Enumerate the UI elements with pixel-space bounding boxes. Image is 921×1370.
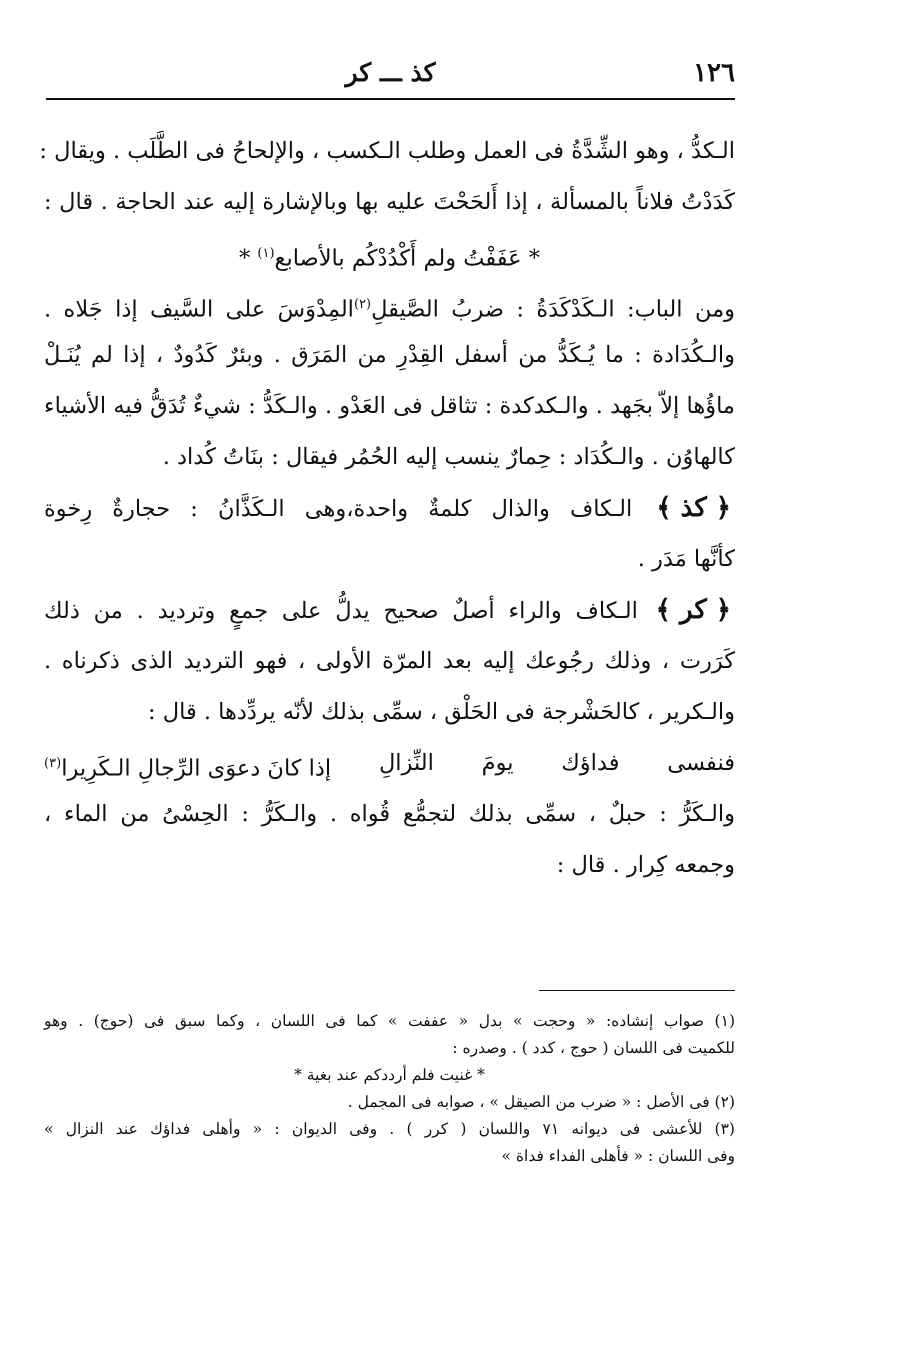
footnote-rule	[539, 990, 735, 991]
footnote-line: وفى اللسان : « فأهلى الفداء فداة »	[501, 1147, 735, 1165]
text-line: والـكَرُّ : حبلٌ ، سمِّى بذلك لتجمُّع قُواه . والـكَرُّ : الحِسْىُ من الماء ،	[44, 801, 735, 827]
verse-word: فنفسى	[667, 750, 735, 776]
footnote-line: (٣) للأعشى فى ديوانه ٧١ واللسان ( كرر ) . وفى الديوان : « وأهلى فداؤك عند النزال »	[44, 1120, 735, 1138]
verse-word: يومَ	[481, 750, 514, 776]
text-line: كأنَّها مَدَر .	[637, 546, 735, 572]
entry-line	[44, 483, 735, 534]
page-number: ١٢٦	[693, 58, 735, 88]
line-part: ومن الباب: الـكَدْكَدَةُ : ضربُ الصَّيقلِ	[371, 296, 735, 323]
footnote-mark: (١)	[257, 246, 275, 261]
entry-heading-kar: ﴿ كر ﴾	[655, 595, 731, 625]
footnote-line: للكميت فى اللسان ( حوج ، كدد ) . وصدره :	[452, 1039, 735, 1057]
text-line: ماؤُها إلاّ بجَهد . والـكدكدة : تثاقل فى العَدْو . والـكَدُّ : شيءٌ تُدَقُّ فيه الأشياء	[44, 393, 735, 419]
text-line: كَرَرت ، وذلك رجُوعك إليه بعد المرّة الأولى ، فهو الترديد الذى ذكرناه .	[44, 648, 735, 674]
text-line: كالهاوُن . والـكُدَاد : حِمارٌ ينسب إليه الحُمُر فيقال : بنَاتُ كُداد .	[162, 444, 735, 470]
footnote-mark: (٣)	[44, 756, 62, 771]
header-rule	[46, 98, 735, 100]
text-line: والـكرير ، كالحَشْرجة فى الحَلْق ، سمِّى بذلك لأنّه يردِّدها . قال :	[148, 699, 735, 725]
footnote-line: (١) صواب إنشاده: « وحجت » بدل « عففت » كما فى اللسان ، وكما سبق فى (حوج) . وهو	[44, 1012, 735, 1030]
verse-word: النِّزالِ	[378, 750, 434, 776]
footnote-line: (٢) فى الأصل : « ضرب من الصيقل » ، صوابه فى المجمل .	[347, 1093, 735, 1111]
main-text	[39, 126, 735, 891]
verse-line: * عَفَفْتُ ولم أَكْدُدْكُم بالأصابع$^{(١)}$ *	[238, 245, 540, 272]
text-line: والـكُدَادة : ما يُـكَدُّ من أسفل القِدْرِ من المَرَق . وبئرٌ كَدُودٌ ، إذا لم يُنَـلْ	[44, 342, 735, 368]
verse-word: فداؤك	[561, 750, 620, 776]
entry-heading-kadh: ﴿ كذ ﴾	[656, 493, 731, 523]
text-line: الـكدُّ ، وهو الشِّدَّةُ فى العمل وطلب الـكسب ، والإلحاحُ فى الطَّلَب . ويقال :	[39, 138, 735, 164]
page-header	[46, 52, 735, 92]
entry-text: الـكاف والذال كلمةٌ واحدة،وهى الـكَذَّانُ : حجارةٌ رِخوة	[44, 496, 633, 522]
running-head: كذ ـــ كر	[345, 58, 436, 87]
text-line: كَدَدْتُ فلاناً بالمسألة ، إذا أَلحَحْتَ عليه بها وبالإشارة إليه عند الحاجة . قال :	[44, 189, 735, 215]
verse-hemistich: إذا كانَ دعوَى الرِّجالِ الـكَرِيرا$^{(٣)}$	[44, 755, 332, 782]
footnote-line: * غنيت فلم أرددكم عند بغية *	[294, 1066, 485, 1084]
entry-text: الـكاف والراء أصلٌ صحيح يدلُّ على جمعٍ وترديد . من ذلك	[44, 598, 638, 624]
footnotes	[44, 1008, 735, 1170]
verse-line	[44, 738, 735, 789]
footnote-mark: (٢)	[353, 297, 372, 312]
line-part: المِدْوَسَ على السَّيف إذا جَلاه .	[44, 296, 354, 323]
entry-line	[44, 585, 735, 636]
verse-text: * عَفَفْتُ ولم أَكْدُدْكُم بالأصابع	[274, 245, 540, 272]
text-line: وجمعه كِرار . قال :	[556, 852, 735, 878]
text-line	[44, 279, 735, 330]
